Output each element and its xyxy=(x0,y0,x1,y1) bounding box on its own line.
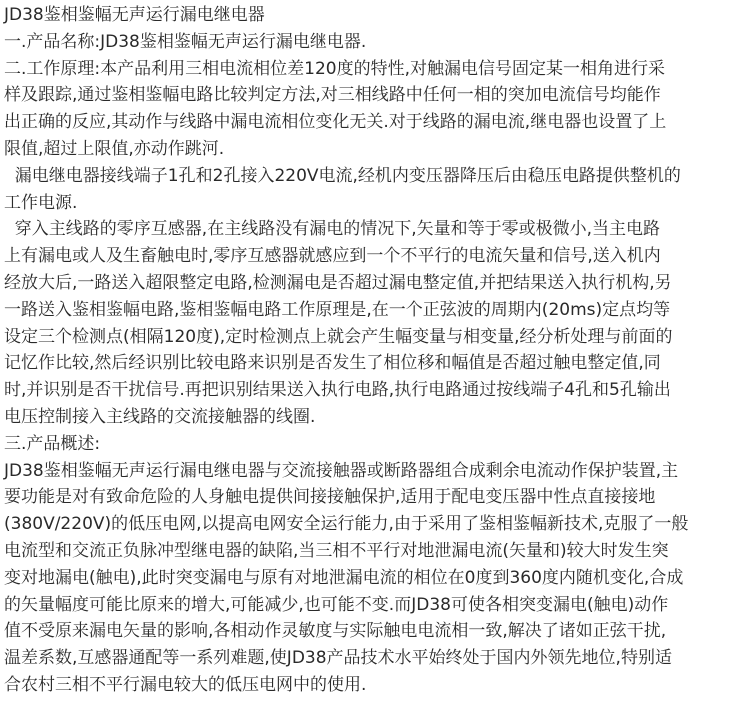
text-line: 的矢量幅度可能比原来的增大,可能减少,也可能不变.而JD38可使各相突变漏电(触电)动作 xyxy=(4,594,669,615)
document-title: JD38鉴相鉴幅无声运行漏电继电器 xyxy=(4,5,265,25)
text-line: JD38鉴相鉴幅无声运行漏电继电器与交流接触器或断路器组合成剩余电流动作保护装置,主 xyxy=(4,460,679,481)
text-line: 时,并识别是否干扰信号.再把识别结果送入执行电路,执行电路通过按线端子4孔和5孔输出 xyxy=(4,380,671,401)
text-line: 限值,超过上限值,亦动作跳河. xyxy=(4,138,225,159)
text-line: 一路送入鉴相鉴幅电路,鉴相鉴幅电路工作原理是,在一个正弦波的周期内(20ms)定点均等 xyxy=(4,299,671,320)
text-line: 二.工作原理:本产品利用三相电流相位差120度的特性,对触漏电信号固定某一相角进行采 xyxy=(4,58,665,79)
text-line: 电流型和交流正负脉冲型继电器的缺陷,当三相不平行对地泄漏电流(矢量和)较大时发生突 xyxy=(4,540,669,561)
text-line: 三.产品概述: xyxy=(4,433,101,454)
text-line: 经放大后,一路送入超限整定电路,检测漏电是否超过漏电整定值,并把结果送入执行机构,另 xyxy=(4,272,672,293)
text-line: 设定三个检测点(相隔120度),定时检测点上就会产生幅变量与相变量,经分析处理与前面的 xyxy=(4,326,673,347)
text-line: 出正确的反应,其动作与线路中漏电流相位变化无关.对于线路的漏电流,继电器也设置了上 xyxy=(4,112,667,133)
text-line: 一.产品名称:JD38鉴相鉴幅无声运行漏电继电器. xyxy=(4,31,367,52)
text-line: 电压控制接入主线路的交流接触器的线圈. xyxy=(4,406,316,427)
text-line: 合农村三相不平行漏电较大的低压电网中的使用. xyxy=(4,674,367,695)
text-line: (380V/220V)的低压电网,以提高电网安全运行能力,由于采用了鉴相鉴幅新技术,克服了一般 xyxy=(4,514,689,535)
text-line: 漏电继电器接线端子1孔和2孔接入220V电流,经机内变压器降压后由稳压电路提供整机的 xyxy=(4,165,681,186)
text-line: 要功能是对有致命危险的人身触电提供间接接触保护,适用于配电变压器中性点直接接地 xyxy=(4,487,656,508)
text-line: 上有漏电或人及生畜触电时,零序互感器就感应到一个不平行的电流矢量和信号,送入机内 xyxy=(4,246,661,267)
text-line: 变对地漏电(触电),此时突变漏电与原有对地泄漏电流的相位在0度到360度内随机变化,合成 xyxy=(4,567,684,588)
text-line: 样及跟踪,通过鉴相鉴幅电路比较判定方法,对三相线路中任何一相的突加电流信号均能作 xyxy=(4,85,661,106)
document-body xyxy=(4,2,752,699)
text-line: 值不受原来漏电矢量的影响,各相动作灵敏度与实际触电电流相一致,解决了诸如正弦干扰, xyxy=(4,621,667,642)
text-line: 温差系数,互感器通配等一系列难题,使JD38产品技术水平始终处于国内外领先地位,特别适 xyxy=(4,648,672,669)
text-line: 记忆作比较,然后经识别比较电路来识别是否发生了相位移和幅值是否超过触电整定值,同 xyxy=(4,353,661,374)
text-line: 穿入主线路的零序互感器,在主线路没有漏电的情况下,矢量和等于零或极微小,当主电路 xyxy=(4,219,661,240)
text-line: 工作电源. xyxy=(4,192,78,213)
